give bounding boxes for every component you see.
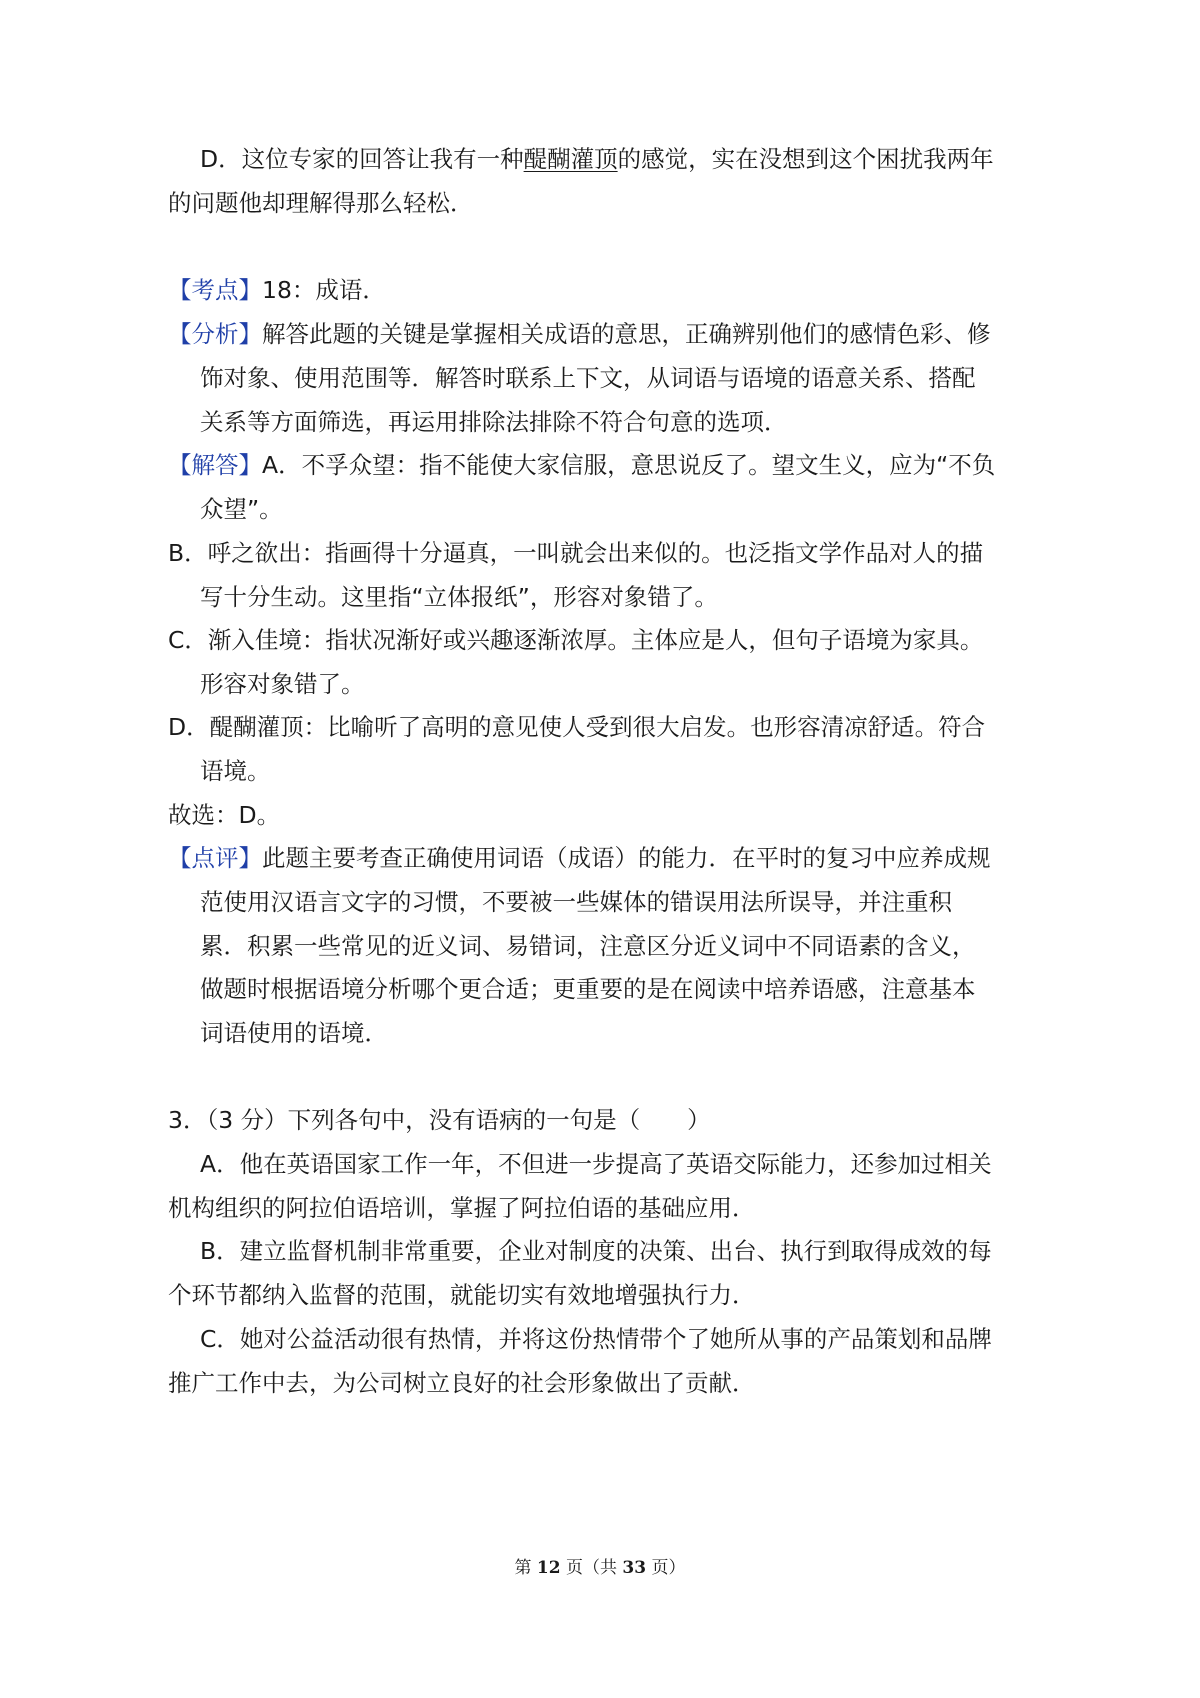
footer-middle: 页（共	[560, 1558, 623, 1578]
question3-option-b-line2: 个环节都纳入监督的范围，就能切实有效地增强执行力．	[168, 1281, 756, 1309]
question3-option-c-line2: 推广工作中去，为公司树立良好的社会形象做出了贡献．	[168, 1369, 756, 1397]
dianping-line2: 范使用汉语言文字的习惯，不要被一些媒体的错误用法所误导，并注重积	[200, 888, 952, 916]
fenxi-text: 解答此题的关键是掌握相关成语的意思，正确辨别他们的感情色彩、修	[262, 320, 991, 348]
dianping-line5: 词语使用的语境．	[200, 1019, 388, 1047]
fenxi-line1	[168, 319, 991, 349]
q2-option-d-text-rest: 的感觉，实在没想到这个困扰我两年	[617, 145, 994, 173]
question3-option-b-line1: B．建立监督机制非常重要，企业对制度的决策、出台、执行到取得成效的每	[200, 1237, 992, 1265]
fenxi-tag: 【分析】	[168, 320, 262, 348]
footer-suffix: 页）	[646, 1558, 686, 1578]
jieda-text-a: A．不孚众望：指不能使大家信服，意思说反了。望文生义，应为“不负	[262, 451, 996, 479]
q2-option-d-line2: 的问题他却理解得那么轻松．	[168, 189, 474, 217]
question3-stem: 3．（3 分）下列各句中，没有语病的一句是（ ）	[168, 1106, 711, 1134]
jieda-line-c2: 形容对象错了。	[200, 670, 365, 698]
jieda-answer: 故选：D。	[168, 801, 281, 829]
jieda-line-a1	[168, 450, 995, 480]
jieda-line-c1: C．渐入佳境：指状况渐好或兴趣逐渐浓厚。主体应是人，但句子语境为家具。	[168, 626, 984, 654]
page-footer	[0, 1556, 1200, 1580]
total-pages: 33	[622, 1558, 647, 1578]
kaodian-text: 18：成语．	[262, 276, 386, 304]
q2-option-d-text: D．这位专家的回答让我有一种	[200, 145, 524, 173]
page-number: 12	[536, 1558, 561, 1578]
jieda-tag: 【解答】	[168, 451, 262, 479]
jieda-line-d1: D．醍醐灌顶：比喻听了高明的意见使人受到很大启发。也形容清凉舒适。符合	[168, 713, 986, 741]
fenxi-line3: 关系等方面筛选，再运用排除法排除不符合句意的选项．	[200, 408, 788, 436]
dianping-line4: 做题时根据语境分析哪个更合适；更重要的是在阅读中培养语感，注意基本	[200, 975, 976, 1003]
dianping-text: 此题主要考查正确使用词语（成语）的能力．在平时的复习中应养成规	[262, 844, 991, 872]
jieda-line-a2: 众望”。	[200, 495, 283, 523]
kaodian-tag: 【考点】	[168, 276, 262, 304]
question3-option-c-line1: C．她对公益活动很有热情，并将这份热情带个了她所从事的产品策划和品牌	[200, 1325, 992, 1353]
jieda-line-d2: 语境。	[200, 757, 271, 785]
question3-option-a-line2: 机构组织的阿拉伯语培训，掌握了阿拉伯语的基础应用．	[168, 1194, 756, 1222]
underlined-idiom: 醍醐灌顶	[523, 145, 618, 173]
dianping-line1	[168, 843, 991, 873]
fenxi-line2: 饰对象、使用范围等．解答时联系上下文，从词语与语境的语意关系、搭配	[200, 364, 976, 392]
question3-option-a-line1: A．他在英语国家工作一年，不但进一步提高了英语交际能力，还参加过相关	[200, 1150, 992, 1178]
dianping-line3: 累．积累一些常见的近义词、易错词，注意区分近义词中不同语素的含义，	[200, 932, 976, 960]
footer-prefix: 第	[514, 1558, 537, 1578]
kaodian-row	[168, 275, 386, 305]
jieda-line-b2: 写十分生动。这里指“立体报纸”，形容对象错了。	[200, 583, 718, 611]
dianping-tag: 【点评】	[168, 844, 262, 872]
jieda-line-b1: B．呼之欲出：指画得十分逼真，一叫就会出来似的。也泛指文学作品对人的描	[168, 539, 984, 567]
q2-option-d-line1	[200, 144, 994, 174]
